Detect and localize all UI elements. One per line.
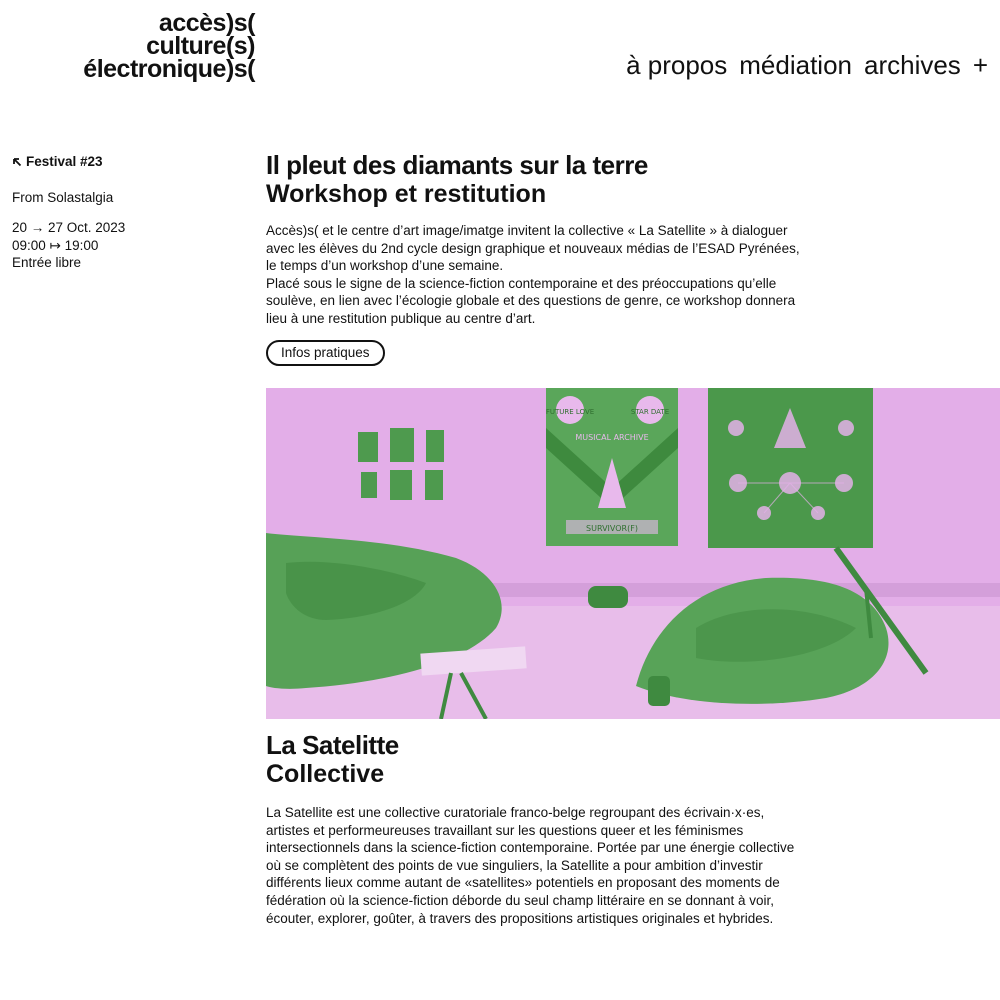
event-photo <box>266 388 1000 719</box>
event-entry: Entrée libre <box>12 255 82 270</box>
logo-line-3: électronique)s( <box>83 55 255 83</box>
event-subtitle: Workshop et restitution <box>266 180 547 208</box>
exhibition-illustration <box>266 388 1000 719</box>
back-to-festival-link[interactable] <box>12 153 242 171</box>
logo-line-2: culture(s) <box>146 32 255 60</box>
collective-name: La Satelitte <box>266 730 399 760</box>
poster-text-future: FUTURE LOVE <box>545 408 595 416</box>
back-label: Festival #23 <box>26 154 103 169</box>
poster-text-survivor: SURVIVOR(F) <box>586 524 638 533</box>
nav-item-archives[interactable]: archives <box>863 50 961 80</box>
poster-text-musical: MUSICAL ARCHIVE <box>575 433 649 442</box>
infos-pratiques-button[interactable]: Infos pratiques <box>266 340 385 366</box>
arrow-up-left-icon <box>12 157 22 167</box>
nav-plus-button[interactable]: + <box>972 50 988 80</box>
nav-item-mediation[interactable]: médiation <box>739 50 852 80</box>
logo-line-1: accès)s( <box>158 9 255 37</box>
event-description-1: Accès)s( et le centre d’art image/imatge invitent la collective « La Satellite » à dialoguer avec les élèves du 2nd cycle design graphique et nouveaux médias de l’ESAD Pyrénées, le temps d’un workshop d’une semaine. <box>266 223 800 274</box>
site-logo[interactable] <box>0 9 255 83</box>
collective-type: Collective <box>266 760 385 788</box>
main-nav <box>626 50 988 81</box>
event-dates: 20 → 27 Oct. 2023 <box>12 220 126 235</box>
event-title: Il pleut des diamants sur la terre <box>266 150 648 180</box>
poster-text-star: STAR DATE <box>630 408 670 416</box>
event-main <box>266 150 806 366</box>
collective-section <box>266 730 806 927</box>
collective-bio: La Satellite est une collective curatoriale franco-belge regroupant des écrivain·x·es, artistes et performeureuses travaillant sur les questions queer et les féminismes intersectionnels dans la science-fiction contemporaine. Portée par une énergie collective où se complètent des points de vue singuliers, la Satellite a pour ambition d’investir différents lieux comme autant de «satellites» potentiels en proposant des moments de fédération où la science-fiction déborde du seul champ littéraire en se donnant à voir, écouter, explorer, goûter, à travers des propositions artistiques originales et hybrides. <box>266 805 795 926</box>
nav-item-a-propos[interactable]: à propos <box>626 50 728 80</box>
event-description-2: Placé sous le signe de la science-fiction contemporaine et des préoccupations qu’elle soulève, en lien avec l’écologie globale et des questions de genre, ce workshop donnera lieu à une restitution publique au centre d’art. <box>266 275 796 326</box>
event-sidebar <box>12 153 242 272</box>
festival-subtitle: From Solastalgia <box>12 189 114 205</box>
event-hours: 09:00 ↦ 19:00 <box>12 237 99 253</box>
